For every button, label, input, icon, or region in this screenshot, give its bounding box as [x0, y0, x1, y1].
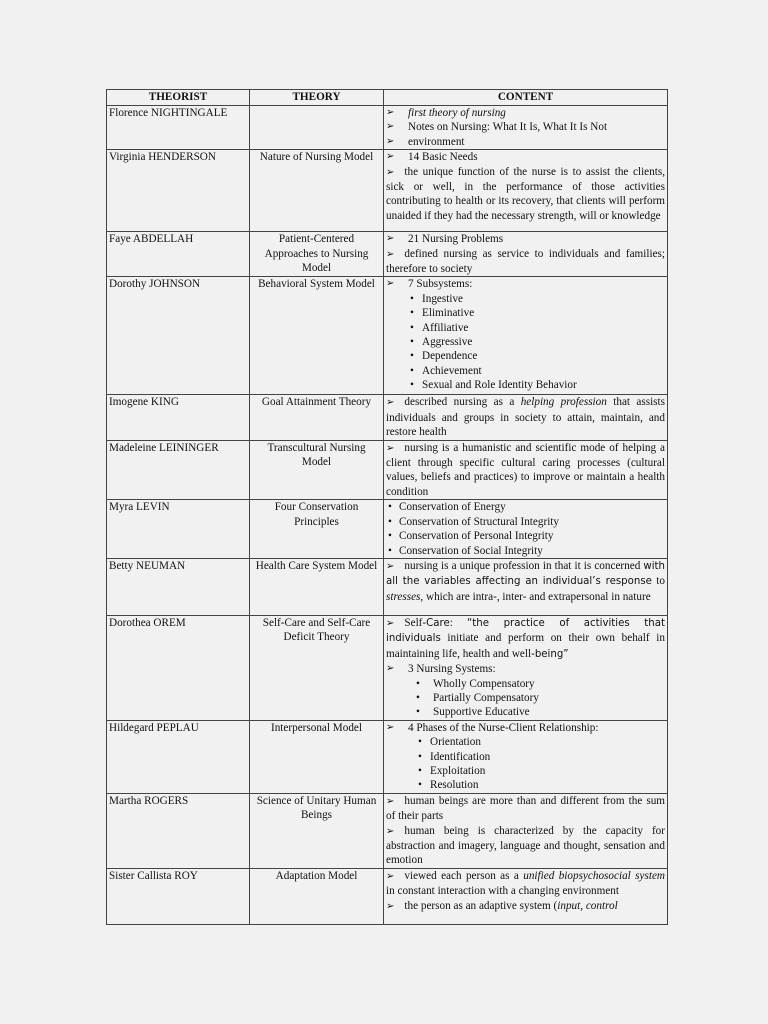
- table-row: [107, 500, 668, 559]
- dot-bullet-icon: •: [410, 336, 414, 349]
- theory-name: Interpersonal Model: [250, 720, 384, 793]
- dot-bullet-icon: •: [410, 379, 414, 392]
- arrow-bullet-icon: ➢: [386, 233, 395, 245]
- dot-bullet-icon: •: [418, 779, 422, 792]
- theorist-name: Virginia HENDERSON: [107, 150, 250, 232]
- theory-name: Transcultural Nursing Model: [250, 440, 384, 500]
- theorist-name: Faye ABDELLAH: [107, 232, 250, 277]
- dot-bullet-icon: •: [416, 691, 420, 704]
- content-cell: ➢ 7 Subsystems: • Ingestive • Eliminative • Affiliative • Aggressive • Dependence • Achievement • Sexual and Role Identity Behavior: [384, 277, 668, 395]
- arrow-bullet-icon: ➢: [386, 617, 395, 629]
- table-row: [107, 277, 668, 395]
- table-row: [107, 150, 668, 232]
- arrow-bullet-icon: ➢: [386, 825, 395, 837]
- arrow-bullet-icon: ➢: [386, 900, 395, 912]
- arrow-bullet-icon: ➢: [386, 135, 395, 147]
- dot-bullet-icon: •: [410, 321, 414, 334]
- arrow-bullet-icon: ➢: [386, 107, 395, 118]
- arrow-bullet-icon: ➢: [386, 278, 395, 290]
- theorist-name: Myra LEVIN: [107, 500, 250, 559]
- arrow-bullet-icon: ➢: [386, 248, 395, 260]
- arrow-bullet-icon: ➢: [386, 166, 395, 178]
- theory-name: Goal Attainment Theory: [250, 395, 384, 440]
- arrow-bullet-icon: ➢: [386, 721, 395, 733]
- theorist-name: Martha ROGERS: [107, 793, 250, 868]
- dot-bullet-icon: •: [416, 677, 420, 690]
- theorist-name: Dorothea OREM: [107, 615, 250, 720]
- table-row: [107, 232, 668, 277]
- theory-name: Health Care System Model: [250, 558, 384, 615]
- theory-name: [250, 106, 384, 150]
- arrow-bullet-icon: ➢: [386, 397, 395, 409]
- dot-bullet-icon: •: [410, 307, 414, 320]
- theory-name: Patient-Centered Approaches to Nursing Model: [250, 232, 384, 277]
- dot-bullet-icon: •: [410, 364, 414, 377]
- theory-name: Four Conservation Principles: [250, 500, 384, 559]
- theorist-name: Imogene KING: [107, 395, 250, 440]
- table-row: [107, 395, 668, 440]
- table-row: [107, 720, 668, 793]
- arrow-bullet-icon: ➢: [386, 870, 395, 882]
- theorist-table: [106, 89, 668, 925]
- table-row: [107, 558, 668, 615]
- table-row: [107, 440, 668, 500]
- content-cell: ➢ nursing is a humanistic and scientific mode of helping a client through specific cultural caring processes (cultural values, beliefs and practices) to improve or maintain a health condition: [384, 440, 668, 500]
- table-row: [107, 793, 668, 868]
- table-header-row: [107, 90, 668, 106]
- theorist-name: Hildegard PEPLAU: [107, 720, 250, 793]
- content-cell: ➢ first theory of nursing ➢ Notes on Nursing: What It Is, What It Is Not ➢ environment: [384, 106, 668, 150]
- content-cell: ➢ described nursing as a helping profession that assists individuals and groups in society to attain, maintain, and restore health: [384, 395, 668, 440]
- table-row: [107, 106, 668, 150]
- theory-name: Adaptation Model: [250, 868, 384, 924]
- theory-name: Nature of Nursing Model: [250, 150, 384, 232]
- header-theory: THEORY: [250, 90, 384, 106]
- theorist-name: Dorothy JOHNSON: [107, 277, 250, 395]
- content-cell: ➢ nursing is a unique profession in that it is concerned with all the variables affecting an individual’s response to stresses, which are intra-, inter- and extrapersonal in nature: [384, 558, 668, 615]
- dot-bullet-icon: •: [418, 764, 422, 777]
- arrow-bullet-icon: ➢: [386, 560, 395, 572]
- dot-bullet-icon: •: [416, 706, 420, 719]
- dot-bullet-icon: •: [410, 350, 414, 363]
- dot-bullet-icon: •: [388, 530, 392, 543]
- arrow-bullet-icon: ➢: [386, 663, 395, 675]
- content-cell: ➢ human beings are more than and different from the sum of their parts ➢ human being is characterized by the capacity for abstraction and imagery, language and thought, sensation and emotion: [384, 793, 668, 868]
- theory-name: Self-Care and Self-Care Deficit Theory: [250, 615, 384, 720]
- theory-name: Science of Unitary Human Beings: [250, 793, 384, 868]
- arrow-bullet-icon: ➢: [386, 442, 395, 454]
- theorist-name: Sister Callista ROY: [107, 868, 250, 924]
- theorist-name: Madeleine LEININGER: [107, 440, 250, 500]
- dot-bullet-icon: •: [388, 501, 392, 514]
- content-cell: ➢ 4 Phases of the Nurse-Client Relationship: • Orientation • Identification • Exploitation • Resolution: [384, 720, 668, 793]
- dot-bullet-icon: •: [418, 750, 422, 763]
- table-row: [107, 615, 668, 720]
- dot-bullet-icon: •: [388, 544, 392, 557]
- arrow-bullet-icon: ➢: [386, 121, 395, 133]
- arrow-bullet-icon: ➢: [386, 795, 395, 807]
- theorist-name: Betty NEUMAN: [107, 558, 250, 615]
- dot-bullet-icon: •: [388, 515, 392, 528]
- dot-bullet-icon: •: [418, 736, 422, 749]
- content-cell: ➢ viewed each person as a unified biopsychosocial system in constant interaction with a changing environment ➢ the person as an adaptive system (input, control: [384, 868, 668, 924]
- content-cell: ➢ 21 Nursing Problems ➢ defined nursing as service to individuals and families; therefore to society: [384, 232, 668, 277]
- dot-bullet-icon: •: [410, 292, 414, 305]
- arrow-bullet-icon: ➢: [386, 151, 395, 163]
- theorist-name: Florence NIGHTINGALE: [107, 106, 250, 150]
- table-row: [107, 868, 668, 924]
- content-cell: ➢ 14 Basic Needs ➢ the unique function of the nurse is to assist the clients, sick or well, in the performance of those activities contributing to health or its recovery, that clients will perform unaided if they had the necessary strength, will or knowledge: [384, 150, 668, 232]
- header-content: CONTENT: [384, 90, 668, 106]
- content-cell: ➢ Self-Care: “the practice of activities that individuals initiate and perform on their own behalf in maintaining life, health and well-being” ➢ 3 Nursing Systems: • Wholly Compensatory • Partially Compensatory • Supportive Educative: [384, 615, 668, 720]
- theory-name: Behavioral System Model: [250, 277, 384, 395]
- content-cell: • Conservation of Energy • Conservation of Structural Integrity • Conservation of Personal Integrity • Conservation of Social Integrity: [384, 500, 668, 559]
- header-theorist: THEORIST: [107, 90, 250, 106]
